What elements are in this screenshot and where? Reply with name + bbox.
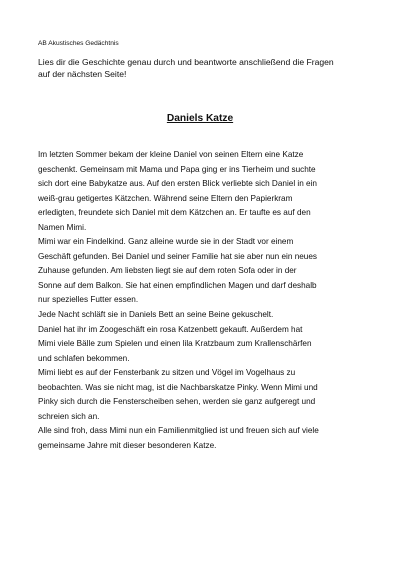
story-line: geschenkt. Gemeinsam mit Mama und Papa ging er ins Tierheim und suchte	[38, 164, 316, 174]
story-line: Alle sind froh, dass Mimi nun ein Familienmitglied ist und freuen sich auf viele	[38, 426, 319, 436]
story-line: schreien sich an.	[38, 411, 100, 421]
story-line: erledigten, freundete sich Daniel mit dem Kätzchen an. Er taufte es auf den	[38, 208, 311, 218]
instructions	[38, 57, 378, 80]
story-title: Daniels Katze	[166, 113, 234, 124]
story-line: und schlafen bekommen.	[38, 353, 130, 363]
story-line: nur spezielles Futter essen.	[38, 295, 139, 305]
story-line: Mimi war ein Findelkind. Ganz alleine wurde sie in der Stadt vor einem	[38, 237, 294, 247]
story-line: Zuhause gefunden. Am liebsten liegt sie auf dem roten Sofa oder in der	[38, 266, 297, 276]
story-line: sich dort eine Babykatze aus. Auf den ersten Blick verliebte sich Daniel in ein	[38, 179, 317, 189]
story-line: Namen Mimi.	[38, 222, 87, 232]
story-line: Pinky sich durch die Fensterscheiben sehen, werden sie ganz aufgeregt und	[38, 397, 316, 407]
story-line: Sonne auf dem Balkon. Sie hat einen empfindlichen Magen und darf deshalb	[38, 280, 317, 290]
story-line: beobachten. Was sie nicht mag, ist die Nachbarskatze Pinky. Wenn Mimi und	[38, 382, 318, 392]
story-text	[38, 148, 378, 453]
story-line: Im letzten Sommer bekam der kleine Daniel von seinen Eltern eine Katze	[38, 150, 304, 159]
instruction-line: Lies dir die Geschichte genau durch und beantworte anschließend die Fragen	[38, 57, 334, 67]
story-line: Mimi viele Bälle zum Spielen und einen lila Kratzbaum zum Krallenschärfen	[38, 339, 312, 349]
story-line: Geschäft gefunden. Bei Daniel und seiner Familie hat sie aber nun ein neues	[38, 251, 318, 261]
story-line: Daniel hat ihr im Zoogeschäft ein rosa Katzenbett gekauft. Außerdem hat	[38, 324, 303, 334]
story-line: weiß-grau getigertes Kätzchen. Während seine Eltern den Papierkram	[38, 193, 293, 203]
instruction-line: auf der nächsten Seite!	[38, 68, 127, 79]
worksheet-header-label: AB Akustisches Gedächtnis	[38, 40, 119, 47]
story-line: Jede Nacht schläft sie in Daniels Bett an seine Beine gekuschelt.	[38, 310, 274, 320]
story-line: gemeinsame Jahre mit dieser besonderen Katze.	[38, 440, 217, 450]
story-line: Mimi liebt es auf der Fensterbank zu sitzen und Vögel im Vogelhaus zu	[38, 368, 296, 378]
